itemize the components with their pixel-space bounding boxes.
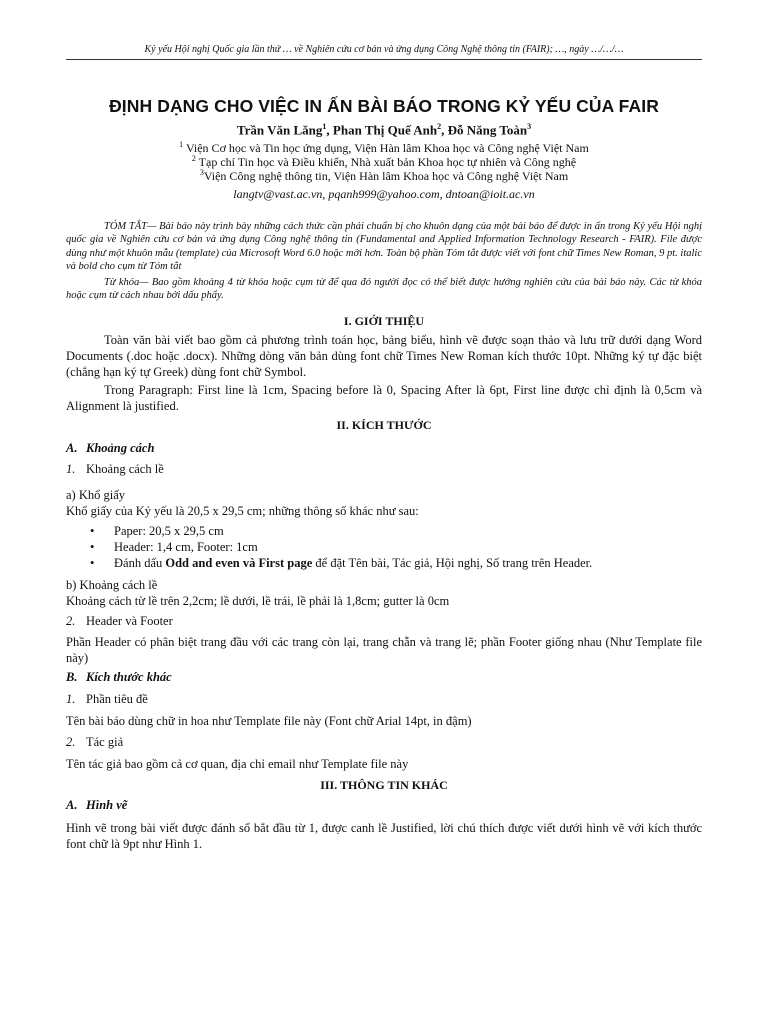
bullet-bold-text: Odd and even và First page [165, 556, 313, 570]
author-name: Trần Văn Lăng [236, 122, 323, 138]
author-emails: langtv@vast.ac.vn, pqanh999@yahoo.com, dntoan@ioit.ac.vn [233, 187, 535, 201]
subsection-label: B. [66, 670, 78, 684]
numbered-heading [66, 692, 148, 707]
subsection-text: Hình vẽ [86, 798, 128, 812]
affiliation [66, 168, 702, 184]
numbered-label: 2. [66, 614, 76, 628]
section-heading: II. KÍCH THƯỚC [336, 418, 432, 432]
numbered-text: Khoảng cách lề [86, 462, 164, 476]
author-sup: 3 [527, 122, 532, 131]
bullet-text: Paper: 20,5 x 29,5 cm [114, 524, 224, 538]
numbered-label: 1. [66, 692, 76, 706]
affiliation-sup: 1 [179, 140, 184, 149]
running-header: Kỷ yếu Hội nghị Quốc gia lần thứ … về Nghiên cứu cơ bản và ứng dụng Công Nghệ thông tin (FAIR); …, ngày …/…/… [66, 44, 702, 60]
bullet-item [90, 524, 224, 539]
subsection-label: A. [66, 441, 78, 455]
abstract: TÓM TẮT— Bài báo này trình bày những cách thức cần phải chuẩn bị cho khuôn dạng của một bài báo để được in ấn trong Kỷ yếu Hội nghị quốc gia về Nghiên cứu cơ bản và ứng dụng Công nghệ thông tin (Fundamental and Applied Information Technology Research - FAIR). File được dùng như một khuôn mẫu (template) của Microsoft Word 6.0 hoặc mới hơn. Toàn bộ phần Tóm tắt được viết với font chữ Times New Roman, 9 pt. italic và bold cho cụm từ Tóm tắt [66, 221, 702, 273]
bullet-item [90, 556, 592, 571]
numbered-text: Tác giả [86, 735, 124, 749]
section-heading: I. GIỚI THIỆU [343, 314, 425, 328]
subsection-heading [66, 670, 172, 685]
bullet-text: Header: 1,4 cm, Footer: 1cm [114, 540, 258, 554]
author-name: Đỗ Năng Toàn [447, 122, 528, 138]
affiliation-sup: 3 [199, 168, 204, 177]
bullet-icon: • [90, 540, 95, 554]
author-line [66, 122, 702, 138]
numbered-label: 1. [66, 462, 76, 476]
paragraph: Phần Header có phân biệt trang đầu với các trang còn lại, trang chẵn và trang lẽ; phần Footer giống nhau (Như Template file này) [66, 635, 702, 665]
subsection-text: Kích thước khác [86, 670, 172, 684]
paragraph: Tên bài báo dùng chữ in hoa như Template file này (Font chữ Arial 14pt, in đậm) [66, 714, 472, 728]
affiliation-text: Tạp chí Tin học và Điều khiển, Nhà xuất bản Khoa học tự nhiên và Công nghệ [195, 155, 577, 169]
section-heading: III. THÔNG TIN KHÁC [320, 778, 448, 792]
author-sep: , [326, 122, 333, 138]
numbered-text: Header và Footer [86, 614, 173, 628]
affiliation-text: Viện Công nghệ thông tin, Viện Hàn lâm Khoa học và Công nghệ Việt Nam [203, 169, 569, 183]
paragraph: Trong Paragraph: First line là 1cm, Spacing before là 0, Spacing After là 6pt, First line được chỉ định là 0,5cm và Alignment là justified. [66, 383, 702, 413]
author-name: Phan Thị Quế Anh [332, 122, 438, 138]
paper-title: ĐỊNH DẠNG CHO VIỆC IN ẤN BÀI BÁO TRONG KỶ YẾU CỦA FAIR [109, 96, 659, 116]
bullet-text: để đặt Tên bài, Tác giả, Hội nghị, Số trang trên Header. [312, 556, 593, 570]
author-sup: 1 [322, 122, 327, 131]
subsection-heading [66, 798, 127, 813]
paragraph: Tên tác giả bao gồm cả cơ quan, địa chỉ email như Template file này [66, 757, 409, 771]
subsection-text: Khoảng cách [86, 441, 155, 455]
numbered-label: 2. [66, 735, 76, 749]
bullet-icon: • [90, 556, 95, 570]
paragraph: Khổ giấy của Kỷ yếu là 20,5 x 29,5 cm; những thông số khác như sau: [66, 504, 419, 518]
bullet-text: Đánh dấu [114, 556, 166, 570]
affiliation-text: Viện Cơ học và Tin học ứng dụng, Viện Hàn lâm Khoa học và Công nghệ Việt Nam [183, 141, 589, 155]
affiliation-sup: 2 [191, 154, 196, 163]
author-sep: , [441, 122, 448, 138]
numbered-heading [66, 735, 123, 750]
bullet-icon: • [90, 524, 95, 538]
keywords: Từ khóa— Bao gồm khoảng 4 từ khóa hoặc cụm từ để qua đó người đọc có thể biết được hướng nghiên cứu của bài báo này. Các từ khóa hoặc cụm từ cách nhau bởi dấu phẩy. [66, 277, 702, 302]
paragraph: Khoảng cách từ lề trên 2,2cm; lề dưới, lề trái, lề phải là 1,8cm; gutter là 0cm [66, 594, 450, 608]
paragraph: Toàn văn bài viết bao gồm cả phương trình toán học, bảng biểu, hình vẽ được soạn thảo và lưu trữ dưới dạng Word Documents (.doc hoặc .docx). Những dòng văn bản dùng font chữ Times New Roman kích thước 10pt. Những ký tự đặc biệt (chẳng hạn ký tự Greek) dùng font chữ Symbol. [66, 333, 702, 379]
paragraph: Hình vẽ trong bài viết được đánh số bắt đầu từ 1, được canh lề Justified, lời chú thích được viết dưới hình vẽ với kích thước font chữ là 9pt như Hình 1. [66, 821, 702, 851]
sub-heading: a) Khổ giấy [66, 488, 126, 502]
subsection-label: A. [66, 798, 78, 812]
bullet-item [90, 540, 258, 555]
author-sup: 2 [437, 122, 442, 131]
numbered-heading [66, 462, 164, 477]
subsection-heading [66, 441, 154, 456]
numbered-heading [66, 614, 173, 629]
sub-heading: b) Khoảng cách lề [66, 578, 158, 592]
numbered-text: Phần tiêu đề [86, 692, 148, 706]
